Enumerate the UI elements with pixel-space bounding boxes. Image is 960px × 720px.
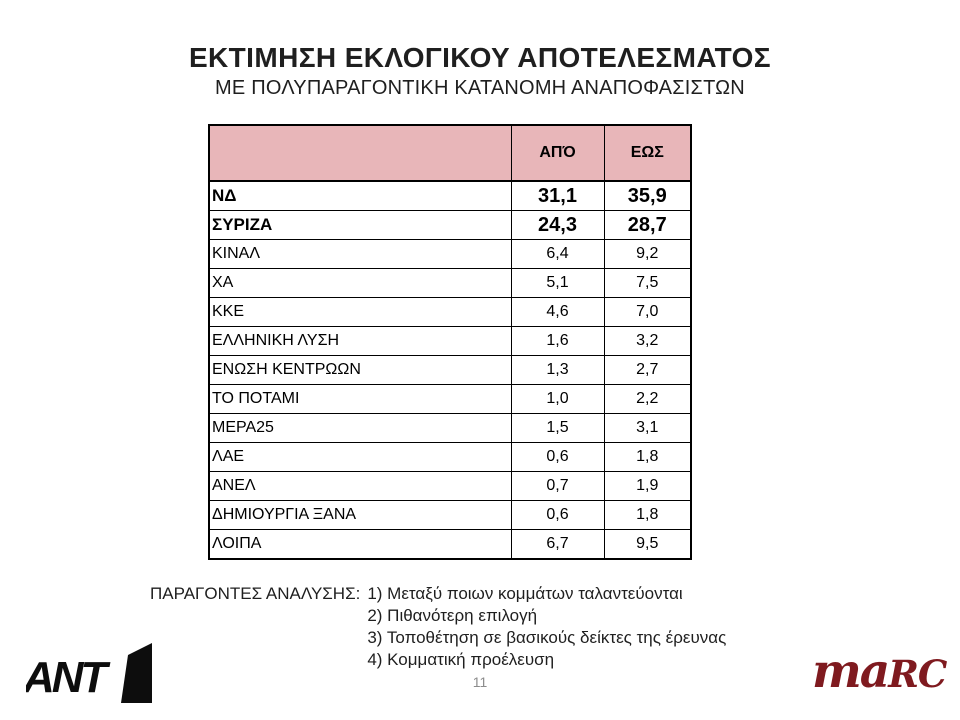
election-estimate-table <box>208 124 692 560</box>
svg-text:ANT: ANT <box>26 653 105 702</box>
analysis-factors <box>150 583 726 671</box>
from-cell: 4,6 <box>511 298 604 327</box>
from-cell: 1,6 <box>511 327 604 356</box>
from-cell: 0,6 <box>511 443 604 472</box>
party-cell: ΕΝΩΣΗ ΚΕΝΤΡΩΩΝ <box>209 356 511 385</box>
from-cell: 1,0 <box>511 385 604 414</box>
table-row <box>209 356 691 385</box>
page-number: 11 <box>472 674 488 690</box>
party-cell: ΧΑ <box>209 269 511 298</box>
party-cell: ΚΙΝΑΛ <box>209 240 511 269</box>
to-cell: 9,5 <box>604 530 691 560</box>
factors-list <box>367 583 726 671</box>
page-subtitle: ΜΕ ΠΟΛΥΠΑΡΑΓΟΝΤΙΚΗ ΚΑΤΑΝΟΜΗ ΑΝΑΠΟΦΑΣΙΣΤΩΝ <box>215 77 745 99</box>
to-cell: 28,7 <box>604 211 691 240</box>
table-row <box>209 530 691 560</box>
table-row <box>209 269 691 298</box>
from-cell: 0,7 <box>511 472 604 501</box>
to-cell: 35,9 <box>604 181 691 211</box>
from-cell: 1,3 <box>511 356 604 385</box>
party-cell: ΝΔ <box>209 181 511 211</box>
marc-logo-rc: RC <box>888 652 947 696</box>
table-row <box>209 385 691 414</box>
factors-item: 4) Κομματική προέλευση <box>367 650 555 669</box>
table-header-row <box>209 125 691 181</box>
from-cell: 6,7 <box>511 530 604 560</box>
party-cell: ΤΟ ΠΟΤΑΜΙ <box>209 385 511 414</box>
header-to-cell: ΕΩΣ <box>604 125 691 181</box>
factors-item: 3) Τοποθέτηση σε βασικούς δείκτες της έρευνας <box>367 628 727 647</box>
from-cell: 6,4 <box>511 240 604 269</box>
marc-logo <box>812 644 952 699</box>
to-cell: 1,8 <box>604 501 691 530</box>
from-cell: 5,1 <box>511 269 604 298</box>
party-cell: ΚΚΕ <box>209 298 511 327</box>
to-cell: 1,8 <box>604 443 691 472</box>
party-cell: ΕΛΛΗΝΙΚΗ ΛΥΣΗ <box>209 327 511 356</box>
to-cell: 3,1 <box>604 414 691 443</box>
factors-item: 2) Πιθανότερη επιλογή <box>367 606 538 625</box>
table-row <box>209 181 691 211</box>
from-cell: 0,6 <box>511 501 604 530</box>
to-cell: 9,2 <box>604 240 691 269</box>
factors-item: 1) Μεταξύ ποιων κομμάτων ταλαντεύονται <box>367 584 683 603</box>
party-cell: ΛΑΕ <box>209 443 511 472</box>
table-row <box>209 443 691 472</box>
to-cell: 7,0 <box>604 298 691 327</box>
from-cell: 1,5 <box>511 414 604 443</box>
to-cell: 1,9 <box>604 472 691 501</box>
party-cell: ΣΥΡΙΖΑ <box>209 211 511 240</box>
party-cell: ΜΕΡΑ25 <box>209 414 511 443</box>
page-title: ΕΚΤΙΜΗΣΗ ΕΚΛΟΓΙΚΟΥ ΑΠΟΤΕΛΕΣΜΑΤΟΣ <box>188 42 772 73</box>
party-cell: ΛΟΙΠΑ <box>209 530 511 560</box>
table-row <box>209 414 691 443</box>
table-row <box>209 327 691 356</box>
table-row <box>209 472 691 501</box>
marc-logo-ma: ma <box>812 644 889 699</box>
to-cell: 2,2 <box>604 385 691 414</box>
to-cell: 3,2 <box>604 327 691 356</box>
table-row <box>209 501 691 530</box>
table-row <box>209 240 691 269</box>
from-cell: 24,3 <box>511 211 604 240</box>
to-cell: 7,5 <box>604 269 691 298</box>
slide-header <box>0 42 960 100</box>
header-empty-cell <box>209 125 511 181</box>
header-from-cell: ΑΠΌ <box>511 125 604 181</box>
factors-label: ΠΑΡΑΓΟΝΤΕΣ ΑΝΑΛΥΣΗΣ: <box>150 584 361 603</box>
party-cell: ΑΝΕΛ <box>209 472 511 501</box>
from-cell: 31,1 <box>511 181 604 211</box>
to-cell: 2,7 <box>604 356 691 385</box>
party-cell: ΔΗΜΙΟΥΡΓΙΑ ΞΑΝΑ <box>209 501 511 530</box>
table-row <box>209 298 691 327</box>
table-row <box>209 211 691 240</box>
